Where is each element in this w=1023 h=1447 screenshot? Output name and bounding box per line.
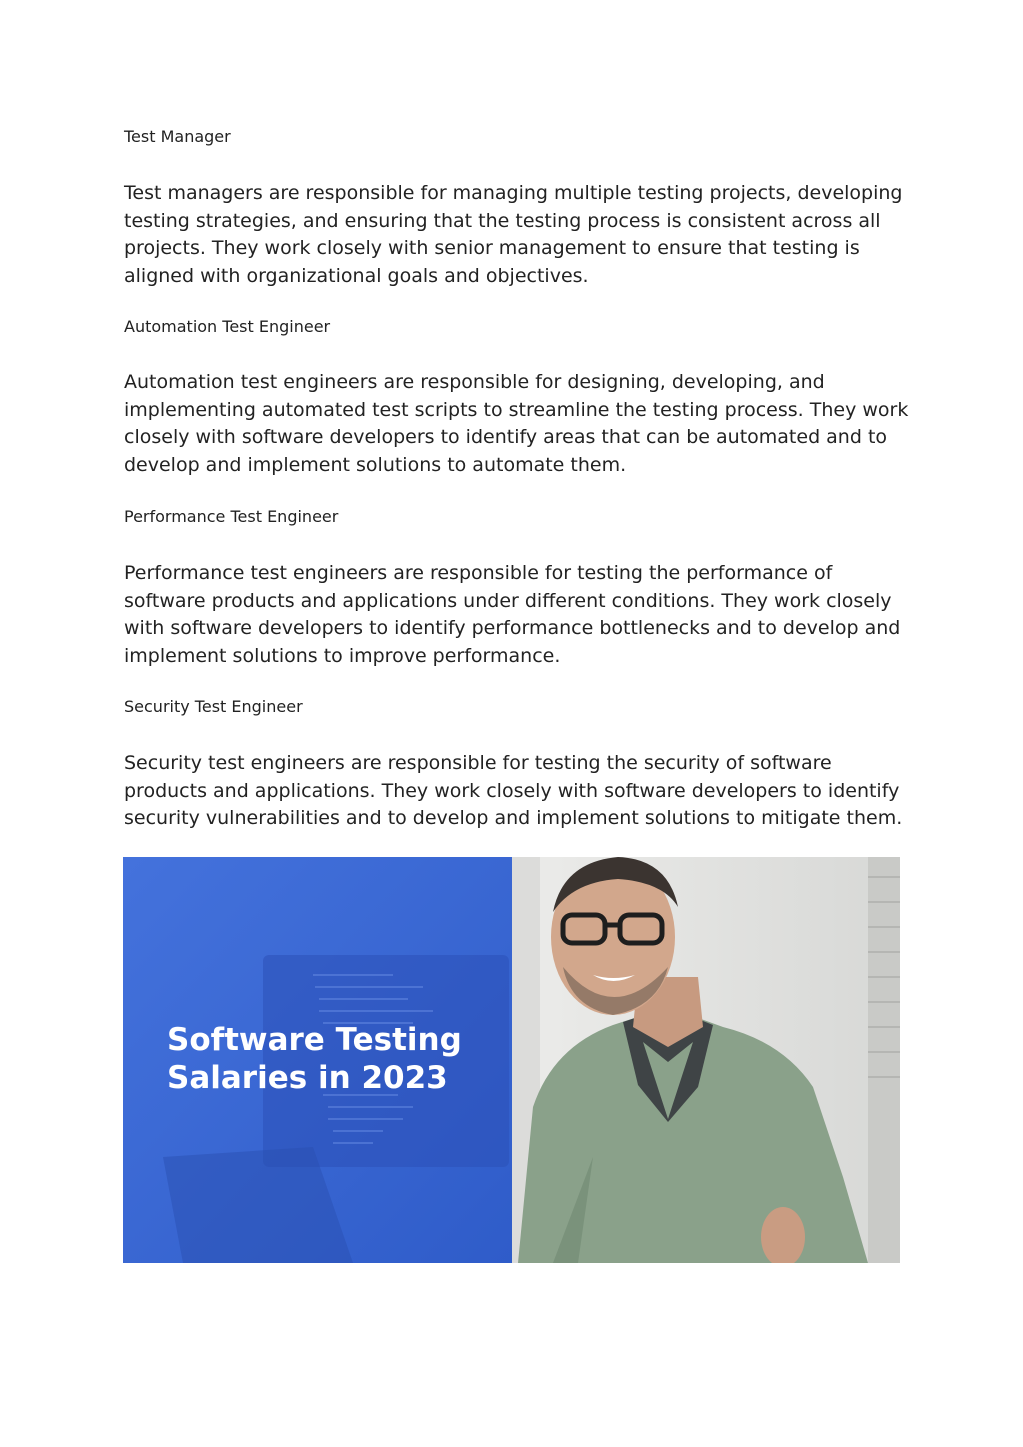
section-heading-performance-test-engineer: Performance Test Engineer bbox=[124, 507, 339, 526]
section-body-performance-test-engineer: Performance test engineers are responsible for testing the performance of software products and applications under different conditions. They work closely with software developers to identify performance bottlenecks and to develop and implement solutions to improve performance. bbox=[124, 562, 901, 667]
section-body-security-test-engineer: Security test engineers are responsible for testing the security of software products and applications. They work closely with software developers to identify security vulnerabilities and to develop and implement solutions to mitigate them. bbox=[124, 752, 903, 829]
banner-title-line-1: Software Testing bbox=[167, 1022, 462, 1058]
salaries-banner-image bbox=[123, 857, 900, 1263]
section-heading-test-manager: Test Manager bbox=[124, 127, 231, 146]
section-body-test-manager: Test managers are responsible for managing multiple testing projects, developing testing strategies, and ensuring that the testing process is consistent across all projects. They work closely with senior management to ensure that testing is aligned with organizational goals and objectives. bbox=[124, 182, 903, 287]
section-body-automation-test-engineer: Automation test engineers are responsible for designing, developing, and implementing automated test scripts to streamline the testing process. They work closely with software developers to identify areas that can be automated and to develop and implement solutions to automate them. bbox=[124, 371, 909, 476]
section-heading-security-test-engineer: Security Test Engineer bbox=[124, 697, 303, 716]
section-heading-automation-test-engineer: Automation Test Engineer bbox=[124, 317, 331, 336]
window-blinds bbox=[868, 857, 900, 1263]
banner-title-line-2: Salaries in 2023 bbox=[167, 1060, 448, 1096]
banner-title bbox=[167, 1021, 527, 1097]
